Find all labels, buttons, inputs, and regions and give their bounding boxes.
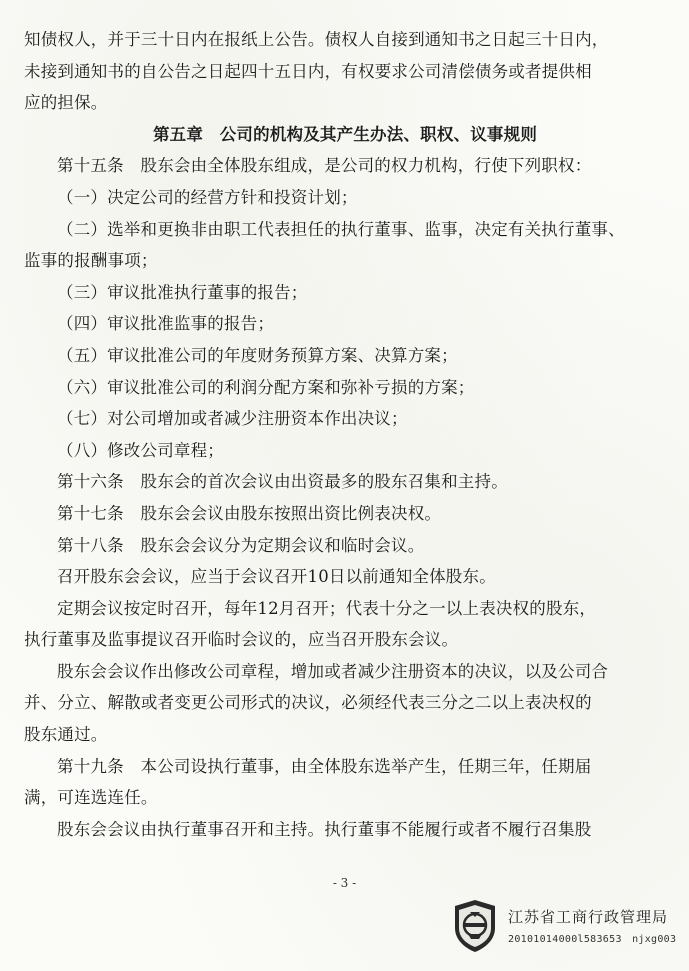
text-line: （七）对公司增加或者减少注册资本作出决议；: [57, 409, 408, 429]
text-line: （八）修改公司章程；: [57, 440, 224, 460]
text-line: （四）审议批准监事的报告；: [57, 314, 275, 334]
registration-code: 20101014000l583653 njxg003: [508, 934, 677, 945]
page-number: - 3 -: [332, 876, 357, 890]
industry-commerce-seal-icon: [452, 898, 498, 954]
text-line: 第十八条 股东会会议分为定期会议和临时会议。: [57, 535, 425, 555]
text-line: 执行董事及监事提议召开临时会议的，应当召开股东会议。: [24, 630, 459, 650]
text-line: （三）审议批准执行董事的报告；: [57, 282, 308, 302]
text-line: 第十五条 股东会由全体股东组成，是公司的权力机构，行使下列职权：: [57, 156, 592, 176]
text-line: 股东会会议作出修改公司章程，增加或者减少注册资本的决议，以及公司合: [57, 661, 609, 681]
text-line: 股东通过。: [24, 725, 108, 745]
text-line: 未接到通知书的自公告之日起四十五日内，有权要求公司清偿债务或者提供相: [24, 61, 592, 81]
agency-name: 江苏省工商行政管理局: [508, 908, 669, 926]
text-line: 第十七条 股东会会议由股东按照出资比例表决权。: [57, 503, 442, 523]
text-line: 知债权人，并于三十日内在报纸上公告。债权人自接到通知书之日起三十日内，: [24, 30, 609, 49]
text-line: 定期会议按定时召开，每年12月召开；代表十分之一以上表决权的股东，: [57, 598, 597, 618]
text-line: 股东会会议由执行董事召开和主持。执行董事不能履行或者不履行召集股: [57, 819, 592, 839]
chapter-title: 第五章 公司的机构及其产生办法、职权、议事规则: [152, 124, 538, 144]
text-line: （六）审议批准公司的利润分配方案和弥补亏损的方案；: [57, 377, 475, 397]
text-line: 应的担保。: [24, 93, 108, 113]
text-line: （一）决定公司的经营方针和投资计划；: [57, 187, 358, 207]
text-line: 第十六条 股东会的首次会议由出资最多的股东召集和主持。: [57, 472, 508, 492]
text-line: 第十九条 本公司设执行董事，由全体股东选举产生，任期三年，任期届: [57, 756, 592, 776]
text-line: （五）审议批准公司的年度财务预算方案、决算方案；: [57, 345, 458, 365]
document-body: [24, 24, 666, 845]
text-line: 召开股东会会议，应当于会议召开10日以前通知全体股东。: [57, 567, 496, 587]
text-line: 监事的报酬事项；: [24, 251, 158, 271]
text-line: （二）选举和更换非由职工代表担任的执行董事、监事，决定有关执行董事、: [57, 219, 625, 239]
text-line: 并、分立、解散或者变更公司形式的决议，必须经代表三分之二以上表决权的: [24, 693, 592, 713]
text-line: 满，可连选连任。: [24, 788, 158, 808]
